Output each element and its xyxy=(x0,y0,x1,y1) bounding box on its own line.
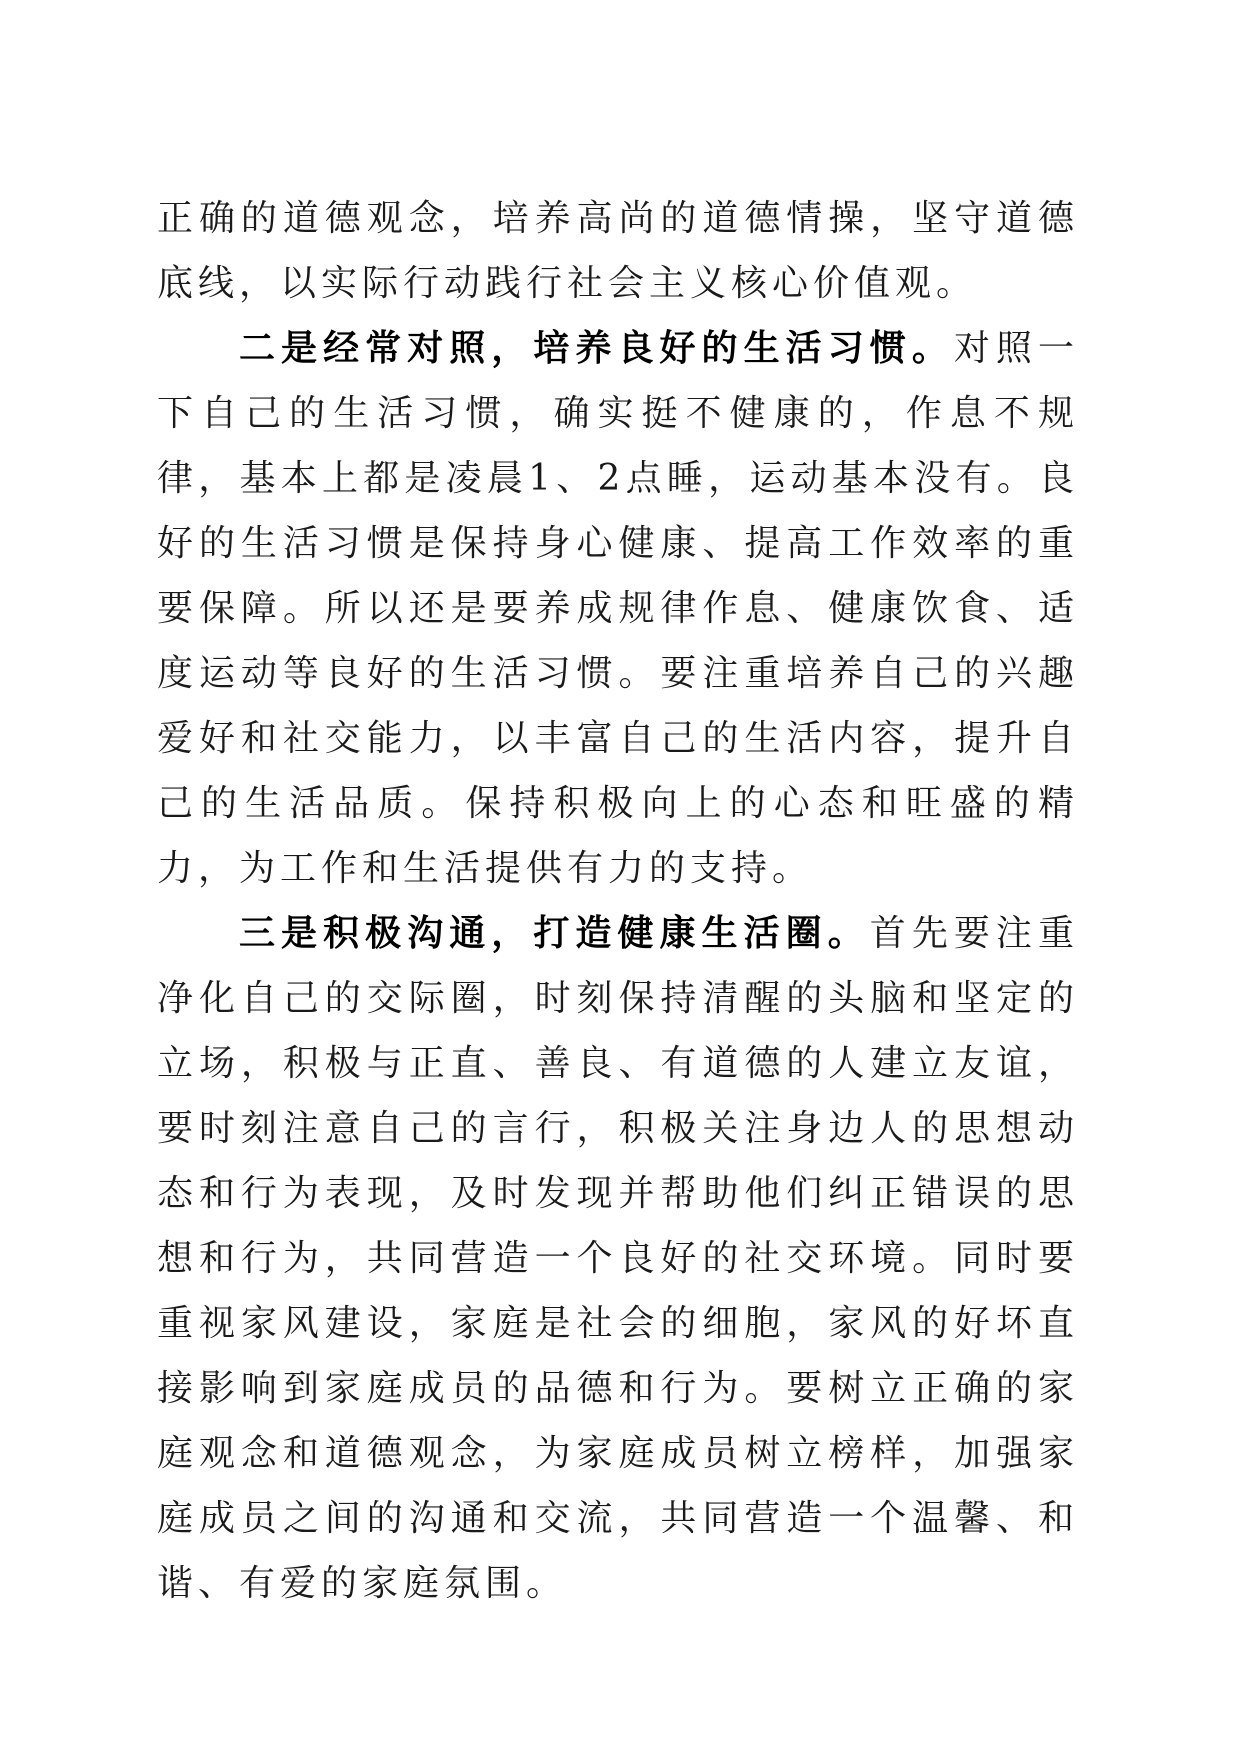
paragraph-continuation xyxy=(157,186,1079,316)
paragraph-text: 对照一下自己的生活习惯，确实挺不健康的，作息不规律，基本上都是凌晨1、2点睡，运动基本没有。良好的生活习惯是保持身心健康、提高工作效率的重要保障。所以还是要养成规律作息、健康饮食、适度运动等良好的生活习惯。要注重培养自己的兴趣爱好和社交能力，以丰富自己的生活内容，提升自己的生活品质。保持积极向上的心态和旺盛的精力，为工作和生活提供有力的支持。 xyxy=(157,328,1079,889)
paragraph-living-habits xyxy=(157,316,1079,901)
paragraph-communication xyxy=(157,901,1079,1616)
document-body xyxy=(157,186,1079,1616)
paragraph-text: 首先要注重净化自己的交际圈，时刻保持清醒的头脑和坚定的立场，积极与正直、善良、有道德的人建立友谊，要时刻注意自己的言行，积极关注身边人的思想动态和行为表现，及时发现并帮助他们纠正错误的思想和行为，共同营造一个良好的社交环境。同时要重视家风建设，家庭是社会的细胞，家风的好坏直接影响到家庭成员的品德和行为。要树立正确的家庭观念和道德观念，为家庭成员树立榜样，加强家庭成员之间的沟通和交流，共同营造一个温馨、和谐、有爱的家庭氛围。 xyxy=(157,913,1079,1604)
paragraph-heading: 三是积极沟通，打造健康生活圈。 xyxy=(239,913,870,954)
paragraph-heading: 二是经常对照，培养良好的生活习惯。 xyxy=(239,328,954,369)
paragraph-text: 正确的道德观念，培养高尚的道德情操，坚守道德底线，以实际行动践行社会主义核心价值观。 xyxy=(157,198,1079,304)
